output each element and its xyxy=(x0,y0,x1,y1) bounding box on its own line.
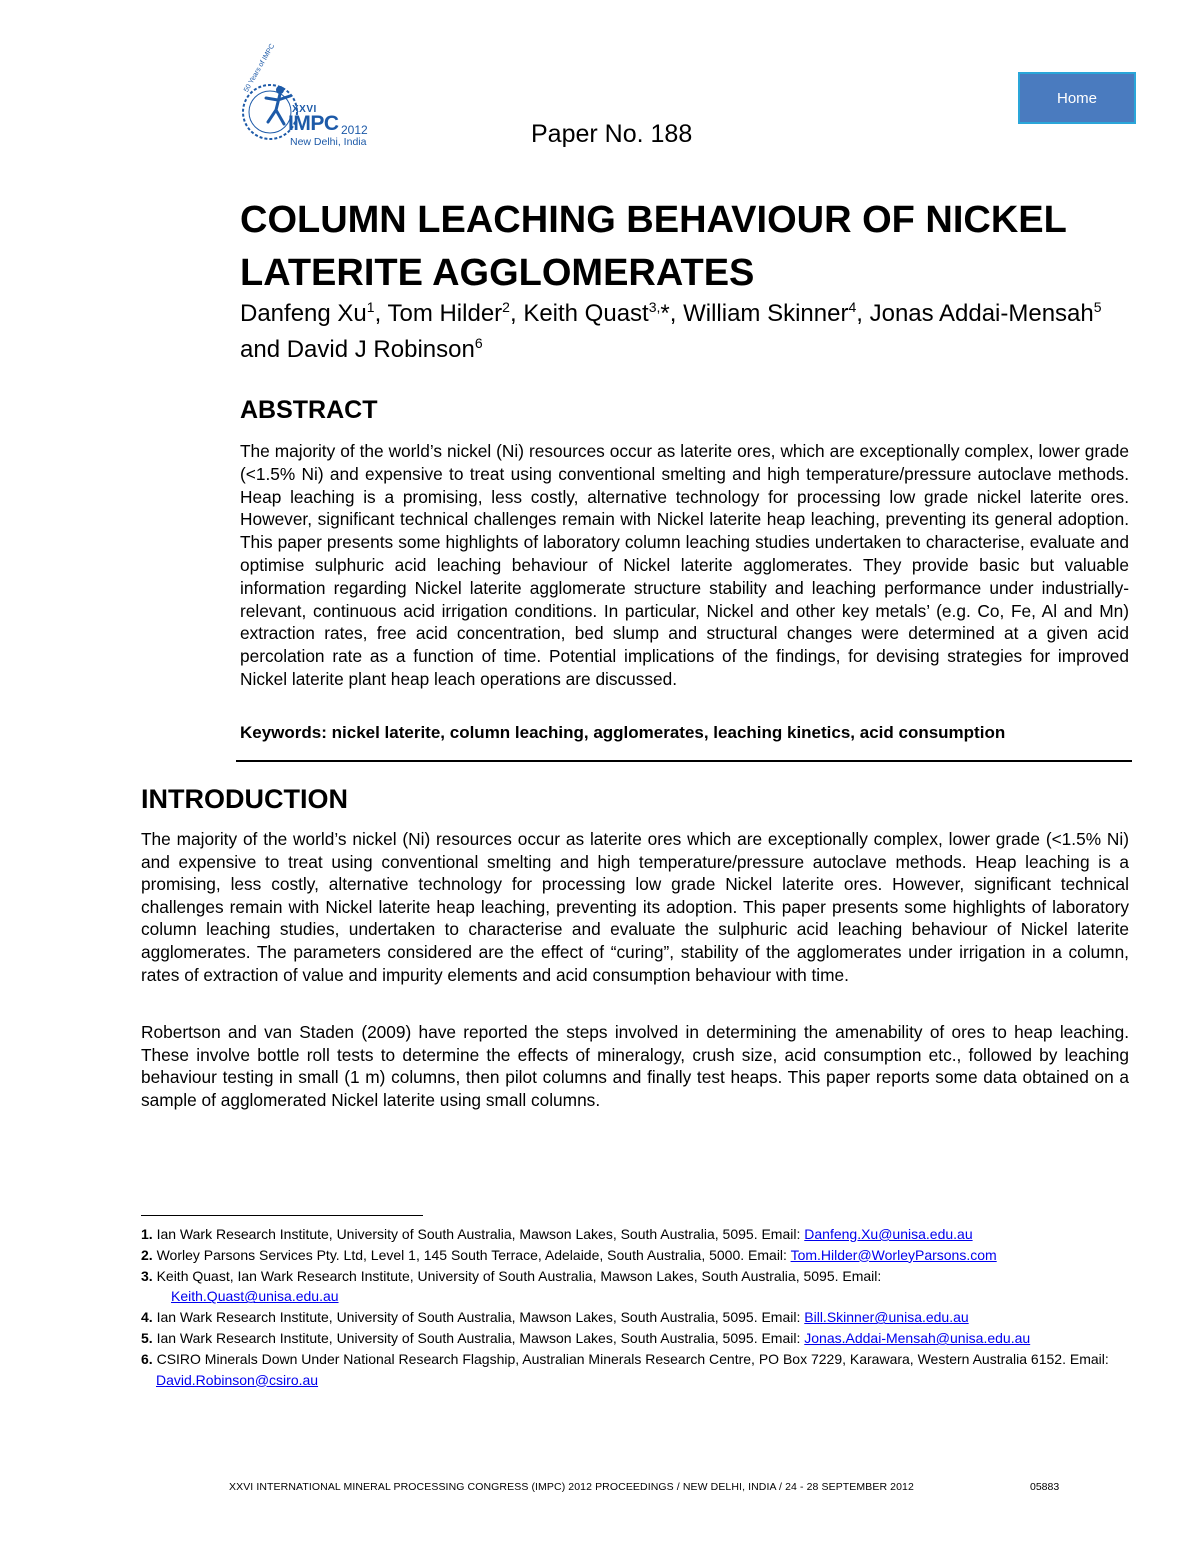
author-affiliation-marker: 5 xyxy=(1093,299,1102,315)
author-affiliation-marker: 3, xyxy=(648,299,661,315)
author-name: Tom Hilder xyxy=(387,300,503,327)
author-name: Keith Quast xyxy=(523,300,649,327)
author-separator: , xyxy=(509,300,524,327)
footnote-text: CSIRO Minerals Down Under National Research Flagship, Australian Minerals Research Centre, PO Box 7229, Karawara, Western Australia 6152. Email: xyxy=(152,1350,1109,1367)
author-name: Danfeng Xu xyxy=(240,300,367,327)
abstract-heading: ABSTRACT xyxy=(240,396,378,424)
footnote-text: Ian Wark Research Institute, University of South Australia, Mawson Lakes, South Australia, 5095. Email: xyxy=(152,1329,805,1346)
introduction-heading: INTRODUCTION xyxy=(141,784,348,814)
corresponding-author-mark: * xyxy=(660,300,670,327)
author-affiliation-marker: 2 xyxy=(502,299,510,315)
abstract-body: The majority of the world’s nickel (Ni) resources occur as laterite ores, which are exceptionally complex, lower grade (<1.5% Ni) and expensive to treat using conventional smelting and high temperature/pressure autoclave methods. Heap leaching is a promising, less costly, alternative technology for processing low grade nickel laterite ores. However, significant technical challenges remain with Nickel laterite heap leaching, preventing its general adoption. This paper presents some highlights of laboratory column leaching studies undertaken to characterise, evaluate and optimise sulphuric acid leaching behaviour of Nickel laterite agglomerates. They provide basic but valuable information regarding Nickel laterite agglomerate structure stability and leaching performance under industrially-relevant, continuous acid irrigation conditions. In particular, Nickel and other key metals’ (e.g. Co, Fe, Al and Mn) extraction rates, free acid concentration, bed slump and structural changes were determined at a given acid percolation rate as a function of time. Potential implications of the findings, for devising strategies for improved Nickel laterite plant heap leach operations are discussed. xyxy=(240,441,1129,689)
footnotes xyxy=(141,1224,1131,1390)
footnote-email-link[interactable]: Jonas.Addai-Mensah@unisa.edu.au xyxy=(804,1329,1031,1346)
page-footer: XXVI INTERNATIONAL MINERAL PROCESSING CONGRESS (IMPC) 2012 PROCEEDINGS / NEW DELHI, INDIA / 24 - 28 SEPTEMBER 2012 xyxy=(229,1481,914,1493)
footnote-number: 4. xyxy=(141,1309,153,1326)
footnote-number: 2. xyxy=(141,1246,153,1263)
impc-logo xyxy=(240,42,410,160)
footnote-item xyxy=(141,1328,1131,1349)
footnote-number: 6. xyxy=(141,1350,153,1367)
footnote-item xyxy=(141,1266,1131,1308)
author-name: David J Robinson xyxy=(286,336,475,363)
footnote-text: Worley Parsons Services Pty. Ltd, Level 1, 145 South Terrace, Adelaide, South Australia, 5000. Email: xyxy=(152,1246,791,1263)
footnote-item xyxy=(141,1307,1131,1328)
paper-title: COLUMN LEACHING BEHAVIOUR OF NICKEL LATERITE AGGLOMERATES xyxy=(240,199,1067,294)
author-list xyxy=(240,296,1140,368)
introduction-paragraph: The majority of the world’s nickel (Ni) resources occur as laterite ores which are exceptionally complex, lower grade (<1.5% Ni) and expensive to treat using conventional smelting and high temperature/pressure autoclave methods. Heap leaching is a promising, less costly, alternative technology for processing low grade Nickel laterite ores. However, significant technical challenges remain with Nickel laterite heap leaching, preventing its adoption. This paper presents some highlights of laboratory column leaching studies, undertaken to characterise and evaluate the sulphuric acid leaching behaviour of Nickel laterite agglomerates. The parameters considered are the effect of “curing”, stability of the agglomerates under irrigation in a column, rates of extraction of value and impurity elements and acid consumption behaviour with time. xyxy=(141,829,1129,985)
section-divider xyxy=(236,760,1132,762)
footnote-email-link[interactable]: Bill.Skinner@unisa.edu.au xyxy=(804,1309,969,1326)
footnote-email-link[interactable]: Keith.Quast@unisa.edu.au xyxy=(171,1288,339,1305)
paper-number: Paper No. 188 xyxy=(531,120,693,148)
footnote-email-link[interactable]: Tom.Hilder@WorleyParsons.com xyxy=(790,1246,997,1263)
author-separator: and xyxy=(240,336,287,363)
footnote-number: 5. xyxy=(141,1329,153,1346)
keywords: Keywords: nickel laterite, column leaching, agglomerates, leaching kinetics, acid consumption xyxy=(240,723,1006,742)
logo-brand: IMPC xyxy=(288,112,339,135)
author-affiliation-marker: 1 xyxy=(366,299,375,315)
footnote-item xyxy=(141,1224,1131,1245)
author-separator: , xyxy=(669,300,684,327)
footnote-text: Keith Quast, Ian Wark Research Institute, University of South Australia, Mawson Lakes, South Australia, 5095. Email: xyxy=(152,1267,882,1284)
author-name: William Skinner xyxy=(683,300,849,327)
footnote-divider xyxy=(141,1215,423,1216)
logo-arc-text: 50 Years of IMPC xyxy=(243,42,277,94)
author-separator: , xyxy=(374,300,388,327)
footnote-indent xyxy=(156,1288,171,1304)
footnote-item xyxy=(141,1245,1131,1266)
footnote-number: 1. xyxy=(141,1226,153,1242)
footnote-item xyxy=(141,1349,1131,1391)
page-number: 05883 xyxy=(1030,1481,1060,1493)
logo-year: 2012 xyxy=(341,123,368,137)
home-button[interactable]: Home xyxy=(1018,72,1136,124)
author-affiliation-marker: 6 xyxy=(474,335,483,351)
introduction-paragraph: Robertson and van Staden (2009) have reported the steps involved in determining the amenability of ores to heap leaching. These involve bottle roll tests to determine the effects of mineralogy, crush size, acid consumption etc., followed by leaching behaviour testing in small (1 m) columns, then pilot columns and finally test heaps. This paper reports some data obtained on a sample of agglomerated Nickel laterite using small columns. xyxy=(141,1022,1129,1110)
footnote-text: Ian Wark Research Institute, University of South Australia, Mawson Lakes, South Australia, 5095. Email: xyxy=(152,1309,805,1326)
footnote-email-link[interactable]: David.Robinson@csiro.au xyxy=(156,1371,319,1388)
logo-roman-numeral: XXVI xyxy=(292,104,317,115)
author-separator: , xyxy=(856,300,870,327)
footnote-number: 3. xyxy=(141,1267,153,1284)
author-name: Jonas Addai-Mensah xyxy=(869,300,1094,327)
logo-location: New Delhi, India xyxy=(290,136,367,148)
author-affiliation-marker: 4 xyxy=(848,299,857,315)
footnote-email-link[interactable]: Danfeng.Xu@unisa.edu.au xyxy=(804,1226,973,1242)
footnote-text: Ian Wark Research Institute, University of South Australia, Mawson Lakes, South Australia, 5095. Email: xyxy=(152,1226,805,1242)
